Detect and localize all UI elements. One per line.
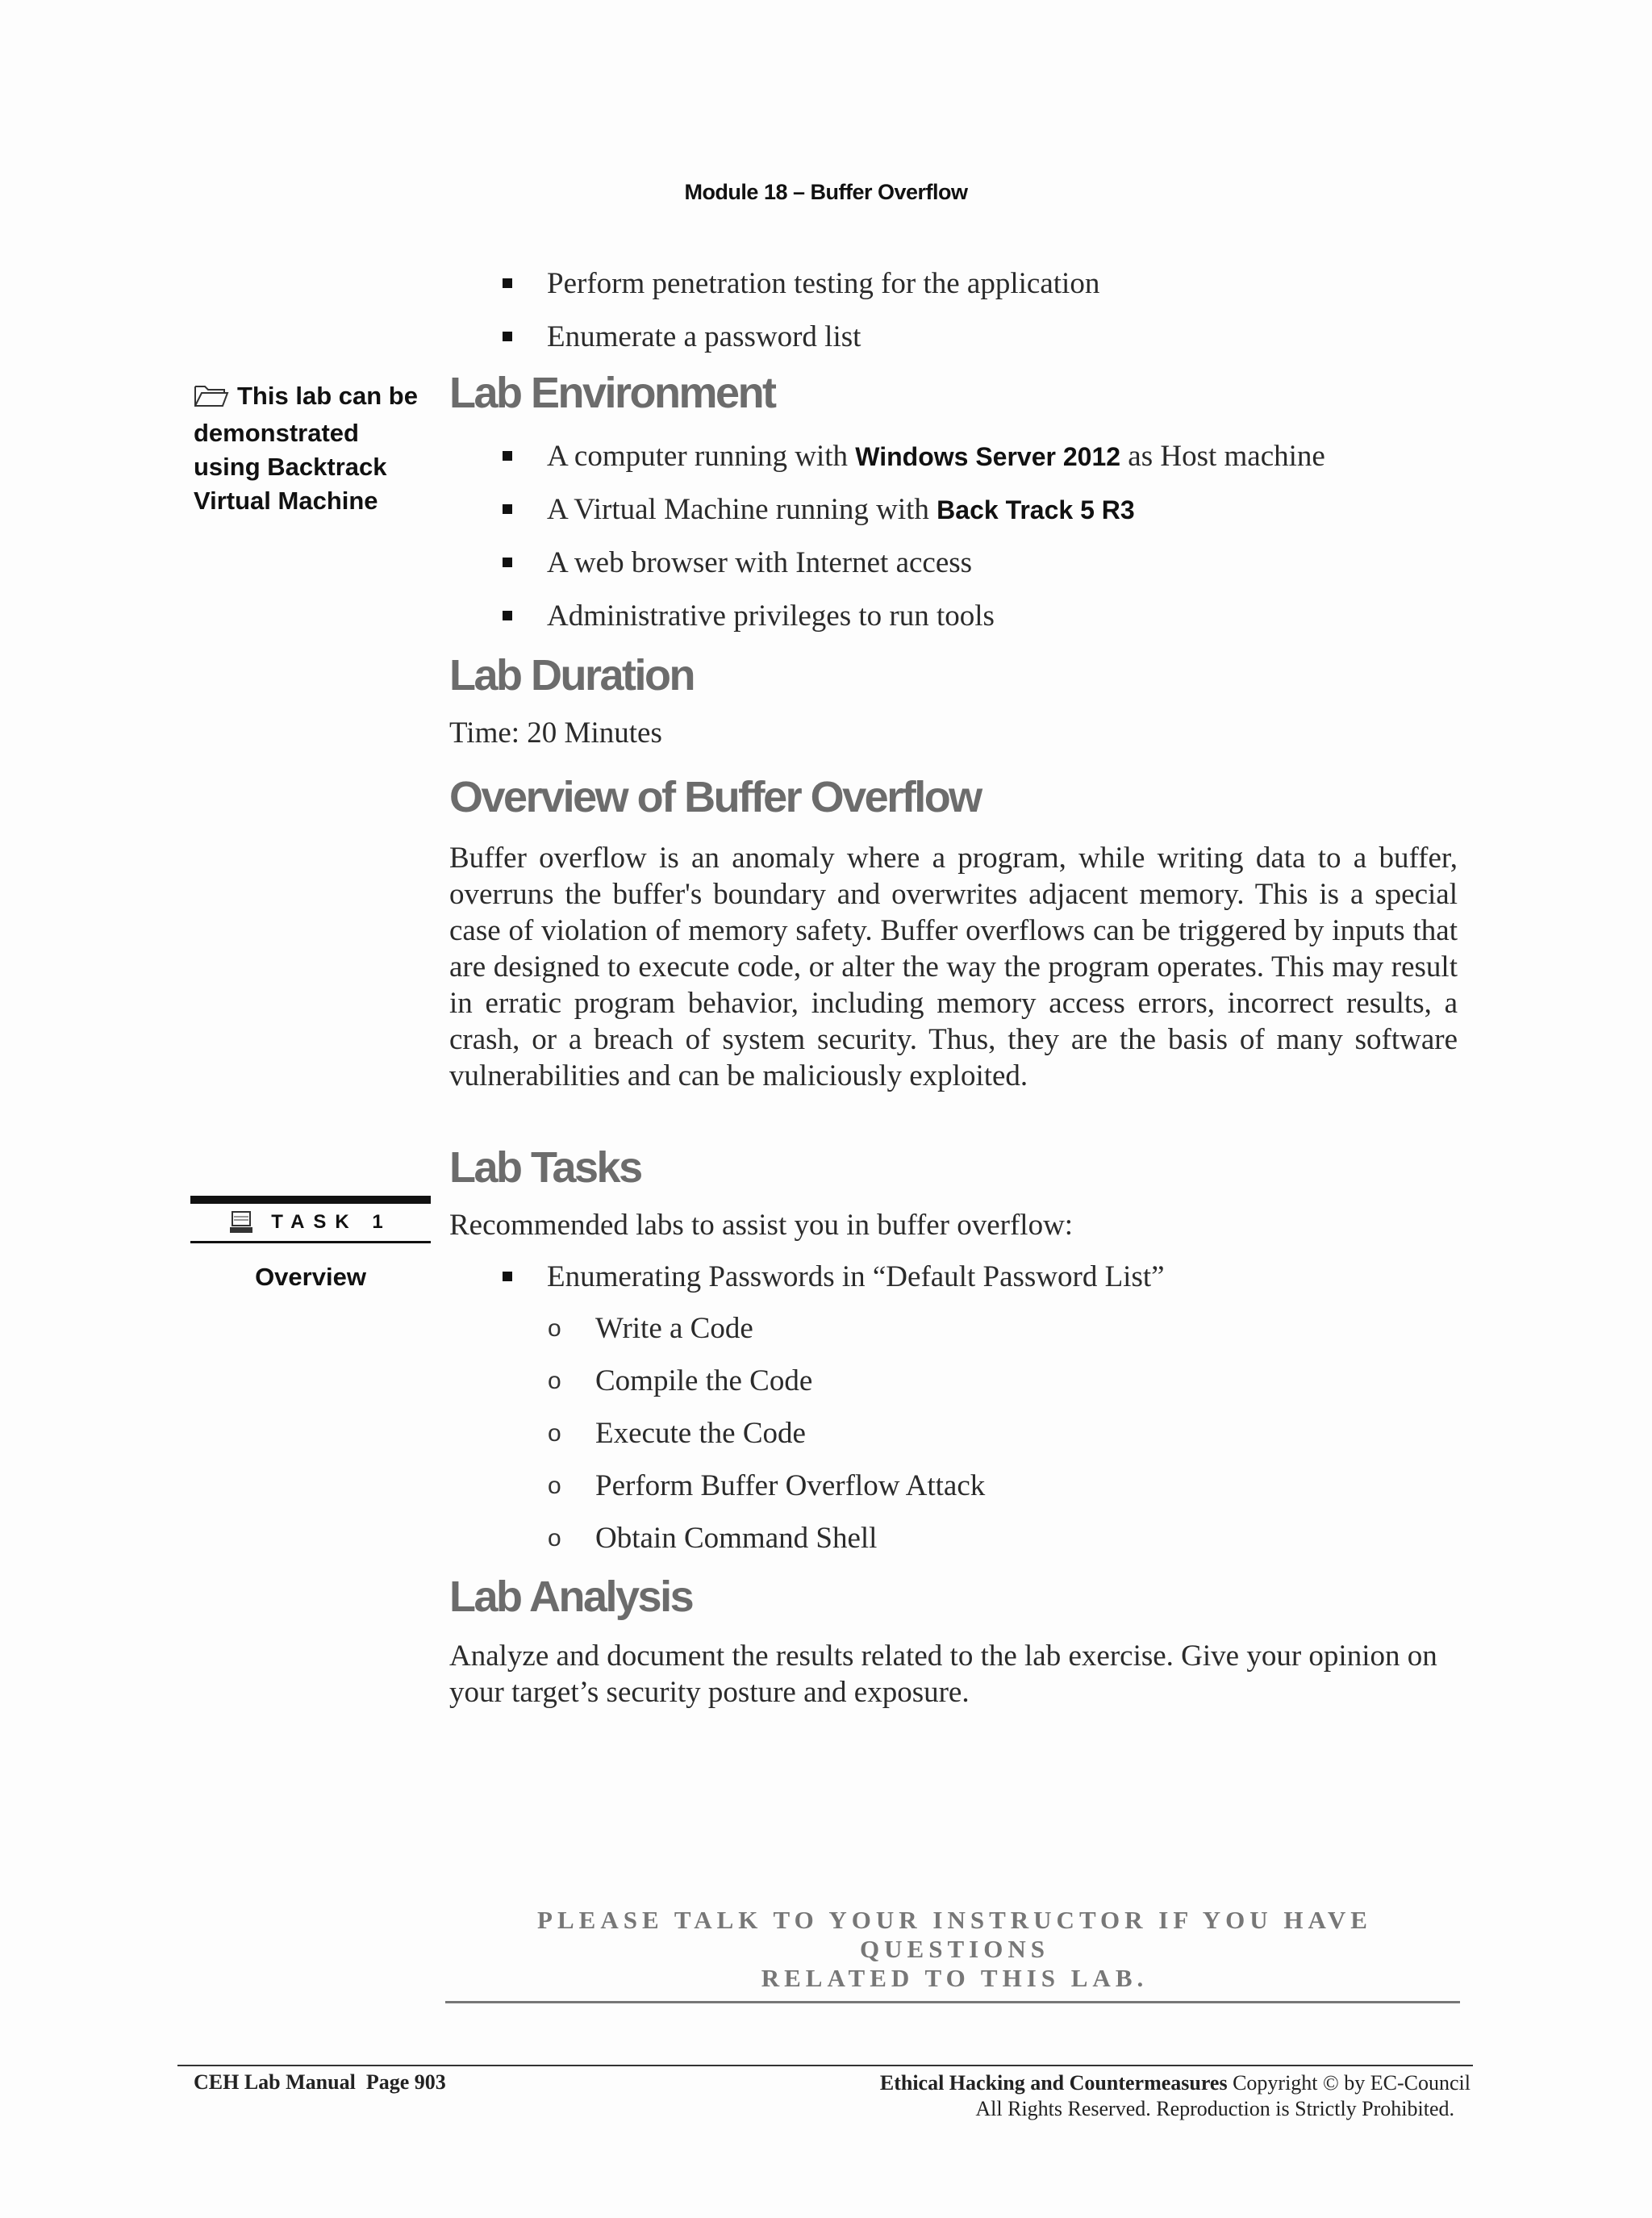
sidebar-note bbox=[194, 379, 428, 518]
footer-copyright: Ethical Hacking and Countermeasures Copyright © by EC-Council All Rights Reserved. Reproduction is Strictly Prohibited. bbox=[879, 2071, 1471, 2120]
sidebar-note-text: This lab can be demonstrated using Backtrack Virtual Machine bbox=[194, 382, 418, 515]
lab-duration-text: Time: 20 Minutes bbox=[449, 716, 662, 750]
list-item: Enumerate a password list bbox=[449, 320, 1458, 355]
section-heading-lab-duration: Lab Duration bbox=[449, 651, 694, 700]
task-subtitle: Overview bbox=[255, 1263, 366, 1291]
list-item: o Obtain Command Shell bbox=[548, 1522, 878, 1555]
footer-page-label: CEH Lab Manual Page 903 bbox=[194, 2070, 446, 2094]
lab-tasks-list bbox=[449, 1259, 1458, 1295]
section-heading-overview: Overview of Buffer Overflow bbox=[449, 773, 981, 821]
bullet-mark bbox=[503, 504, 512, 514]
list-item: o Compile the Code bbox=[548, 1364, 813, 1397]
intro-bullets bbox=[449, 266, 1458, 355]
list-item: A computer running with Windows Server 2012 as Host machine bbox=[449, 439, 1458, 474]
main-content bbox=[449, 266, 1458, 1710]
list-item: A web browser with Internet access bbox=[449, 545, 1458, 581]
page-header: Module 18 – Buffer Overflow bbox=[684, 180, 968, 204]
closing-note: PLEASE TALK TO YOUR INSTRUCTOR IF YOU HAVE QUESTIONS RELATED TO THIS LAB. bbox=[537, 1906, 1372, 1992]
bullet-mark bbox=[503, 611, 512, 620]
lab-analysis-paragraph: Analyze and document the results related to the lab exercise. Give your opinion on your target’s security posture and exposure. bbox=[449, 1639, 1437, 1709]
lab-environment-list bbox=[449, 439, 1458, 634]
list-item: o Execute the Code bbox=[548, 1417, 806, 1450]
task-bar-top bbox=[190, 1196, 431, 1204]
task-bar-bottom bbox=[190, 1241, 431, 1243]
list-item: o Perform Buffer Overflow Attack bbox=[548, 1469, 986, 1502]
bullet-mark bbox=[503, 558, 512, 567]
lab-tasks-intro: Recommended labs to assist you in buffer overflow: bbox=[449, 1209, 1074, 1242]
list-item: Enumerating Passwords in “Default Password List” bbox=[449, 1259, 1458, 1295]
task-label: TASK 1 bbox=[271, 1211, 392, 1233]
list-item: Perform penetration testing for the application bbox=[449, 266, 1458, 302]
section-heading-lab-environment: Lab Environment bbox=[449, 369, 775, 417]
closing-divider bbox=[445, 2001, 1460, 2003]
list-item: A Virtual Machine running with Back Track 5 R3 bbox=[449, 492, 1458, 528]
task-box bbox=[190, 1196, 431, 1292]
computer-icon bbox=[229, 1210, 253, 1234]
bullet-mark bbox=[503, 451, 512, 461]
bullet-mark bbox=[503, 332, 512, 341]
list-item: Administrative privileges to run tools bbox=[449, 599, 1458, 634]
section-heading-lab-analysis: Lab Analysis bbox=[449, 1573, 693, 1621]
list-item: o Write a Code bbox=[548, 1312, 753, 1345]
footer-divider bbox=[177, 2065, 1473, 2066]
bullet-mark bbox=[503, 278, 512, 288]
task-label-row bbox=[190, 1204, 431, 1241]
section-heading-lab-tasks: Lab Tasks bbox=[449, 1143, 641, 1192]
folder-icon bbox=[194, 382, 229, 416]
bullet-mark bbox=[503, 1272, 512, 1281]
lab-tasks-sublist bbox=[449, 1311, 1458, 1556]
overview-paragraph: Buffer overflow is an anomaly where a program, while writing data to a buffer, overruns the buffer's boundary and overwrites adjacent memory. This is a special case of violation of memory safety. Buffer overflows can be triggered by inputs that are designed to execute code, or alter the way the program operates. This may result in erratic program behavior, including memory access errors, incorrect results, a crash, or a breach of system security. Thus, they are the basis of many software vulnerabilities and can be maliciously exploited. bbox=[449, 842, 1458, 1092]
